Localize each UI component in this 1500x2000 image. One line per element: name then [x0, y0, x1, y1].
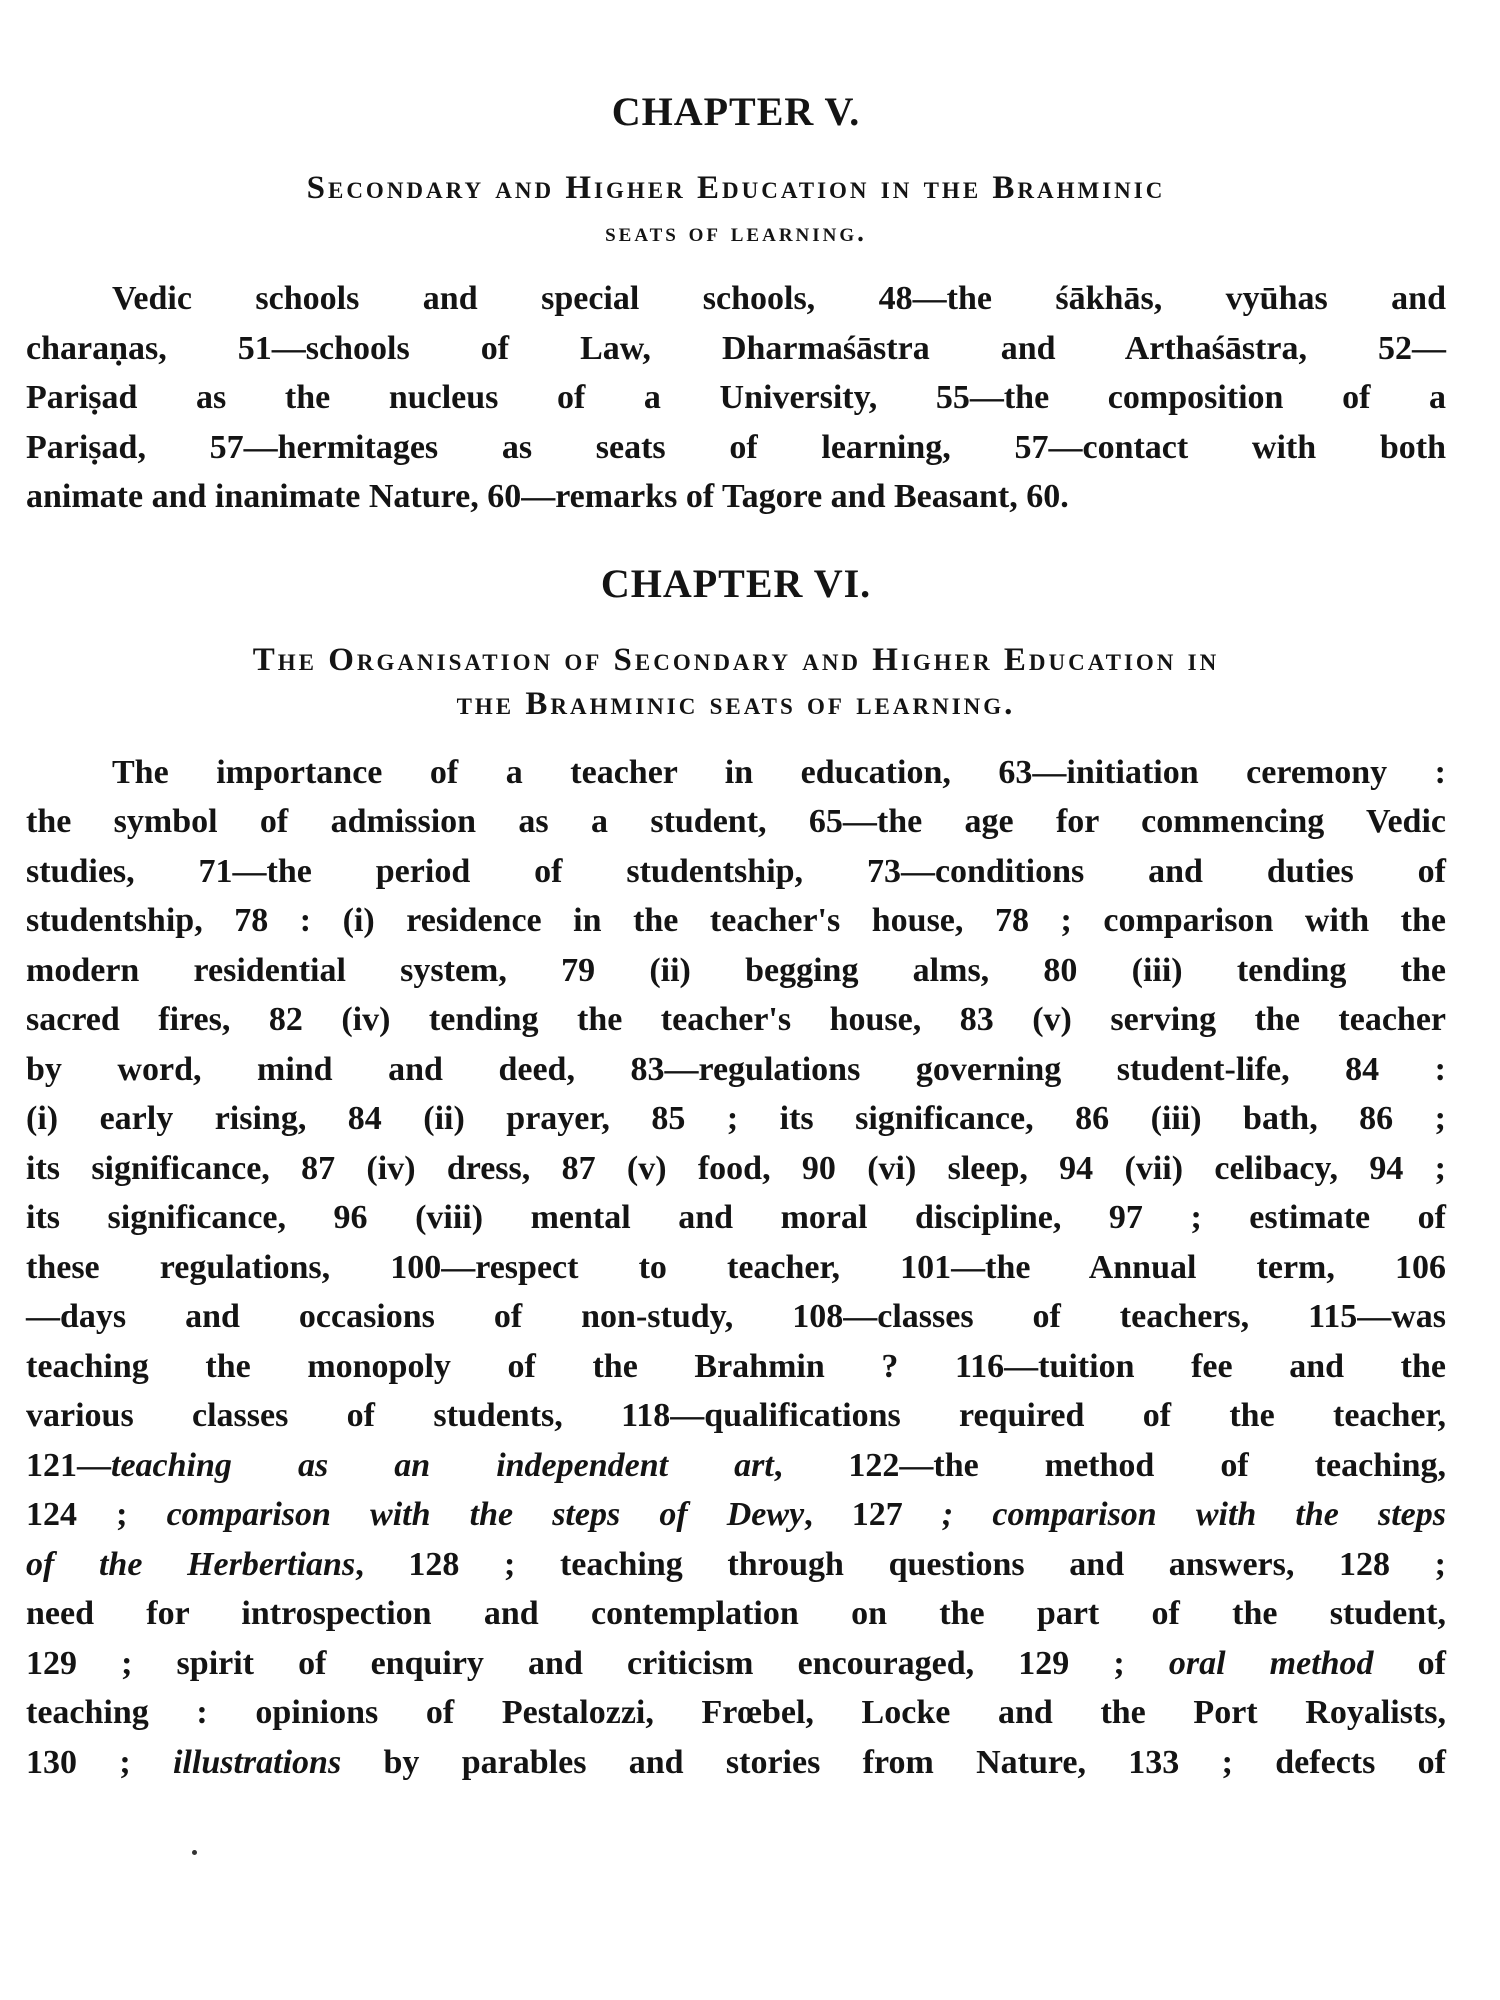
- text-line: modern residential system, 79 (ii) begging alms, 80 (iii) tending the: [26, 951, 1446, 989]
- text-run: 121—: [26, 1446, 111, 1484]
- chapter-5-heading: [26, 166, 1446, 254]
- text-line: (i) early rising, 84 (ii) prayer, 85 ; its significance, 86 (iii) bath, 86 ;: [26, 1100, 1446, 1137]
- text-line: [26, 1490, 1446, 1540]
- text-run: , 128 ; teaching through questions and answers, 128 ;: [355, 1545, 1446, 1583]
- text-line: teaching : opinions of Pestalozzi, Frœbel, Locke and the Port Royalists,: [26, 1694, 1446, 1731]
- text-run: 124 ;: [26, 1496, 167, 1533]
- chapter-6-title: CHAPTER VI.: [600, 560, 872, 606]
- italic-run: comparison with the steps of Dewy: [166, 1496, 805, 1533]
- text-line: studies, 71—the period of studentship, 73—conditions and duties of: [26, 852, 1446, 890]
- italic-run: of the Herbertians: [26, 1545, 356, 1583]
- chapter-6-summary: [26, 748, 1446, 1788]
- chapter-6-heading-line-1: The Organisation of Secondary and Higher Education in: [252, 641, 1220, 678]
- text-line: Pariṣad as the nucleus of a University, 55—the composition of a: [26, 379, 1446, 416]
- text-run: by parables and stories from Nature, 133 ; defects of: [341, 1743, 1446, 1781]
- ink-speck: [192, 1850, 197, 1855]
- text-line: [26, 1738, 1446, 1788]
- text-line: —days and occasions of non-study, 108—classes of teachers, 115—was: [26, 1298, 1446, 1335]
- italic-run: oral method: [1168, 1644, 1374, 1682]
- chapter-6-heading: [26, 638, 1446, 726]
- chapter-5-heading-line-1: Secondary and Higher Education in the Brahminic: [306, 170, 1166, 206]
- text-line: Pariṣad, 57—hermitages as seats of learning, 57—contact with both: [26, 428, 1446, 466]
- text-line: the symbol of admission as a student, 65—the age for commencing Vedic: [26, 803, 1446, 840]
- chapter-6-heading-line-2: the Brahminic seats of learning.: [456, 685, 1016, 722]
- text-line: by word, mind and deed, 83—regulations governing student-life, 84 :: [26, 1050, 1446, 1088]
- text-line: its significance, 87 (iv) dress, 87 (v) food, 90 (vi) sleep, 94 (vii) celibacy, 94 ;: [26, 1149, 1446, 1187]
- text-line: animate and inanimate Nature, 60—remarks of Tagore and Beasant, 60.: [26, 478, 1069, 515]
- text-line: [26, 1639, 1446, 1689]
- book-page: [26, 88, 1446, 1787]
- chapter-5-title: CHAPTER V.: [611, 89, 861, 134]
- italic-run: illustrations: [172, 1743, 342, 1781]
- chapter-5-summary: [26, 274, 1446, 522]
- text-line: various classes of students, 118—qualifications required of the teacher,: [26, 1397, 1446, 1434]
- text-line: sacred fires, 82 (iv) tending the teacher's house, 83 (v) serving the teacher: [26, 1001, 1446, 1038]
- text-run: , 127: [804, 1496, 942, 1533]
- italic-run: ; comparison with the steps: [941, 1496, 1446, 1533]
- text-line: The importance of a teacher in education, 63—initiation ceremony :: [112, 753, 1446, 791]
- text-run: , 122—the method of teaching,: [773, 1446, 1447, 1484]
- text-line: studentship, 78 : (i) residence in the teacher's house, 78 ; comparison with the: [26, 902, 1446, 939]
- text-line: [26, 1540, 1446, 1590]
- italic-run: teaching as an independent art: [111, 1446, 774, 1484]
- text-line: these regulations, 100—respect to teacher, 101—the Annual term, 106: [26, 1248, 1446, 1286]
- text-run: of: [1373, 1644, 1447, 1682]
- text-line: charaṇas, 51—schools of Law, Dharmaśāstra and Arthaśāstra, 52—: [26, 329, 1446, 367]
- text-run: 130 ;: [26, 1743, 173, 1781]
- text-line: Vedic schools and special schools, 48—the śākhās, vyūhas and: [112, 280, 1446, 317]
- text-run: 129 ; spirit of enquiry and criticism encouraged, 129 ;: [26, 1644, 1169, 1682]
- text-line: its significance, 96 (viii) mental and moral discipline, 97 ; estimate of: [26, 1199, 1446, 1236]
- text-line: teaching the monopoly of the Brahmin ? 116—tuition fee and the: [26, 1347, 1446, 1385]
- chapter-5-heading-line-2: seats of learning.: [605, 217, 867, 247]
- text-line: need for introspection and contemplation on the part of the student,: [26, 1595, 1446, 1632]
- text-line: [26, 1441, 1446, 1491]
